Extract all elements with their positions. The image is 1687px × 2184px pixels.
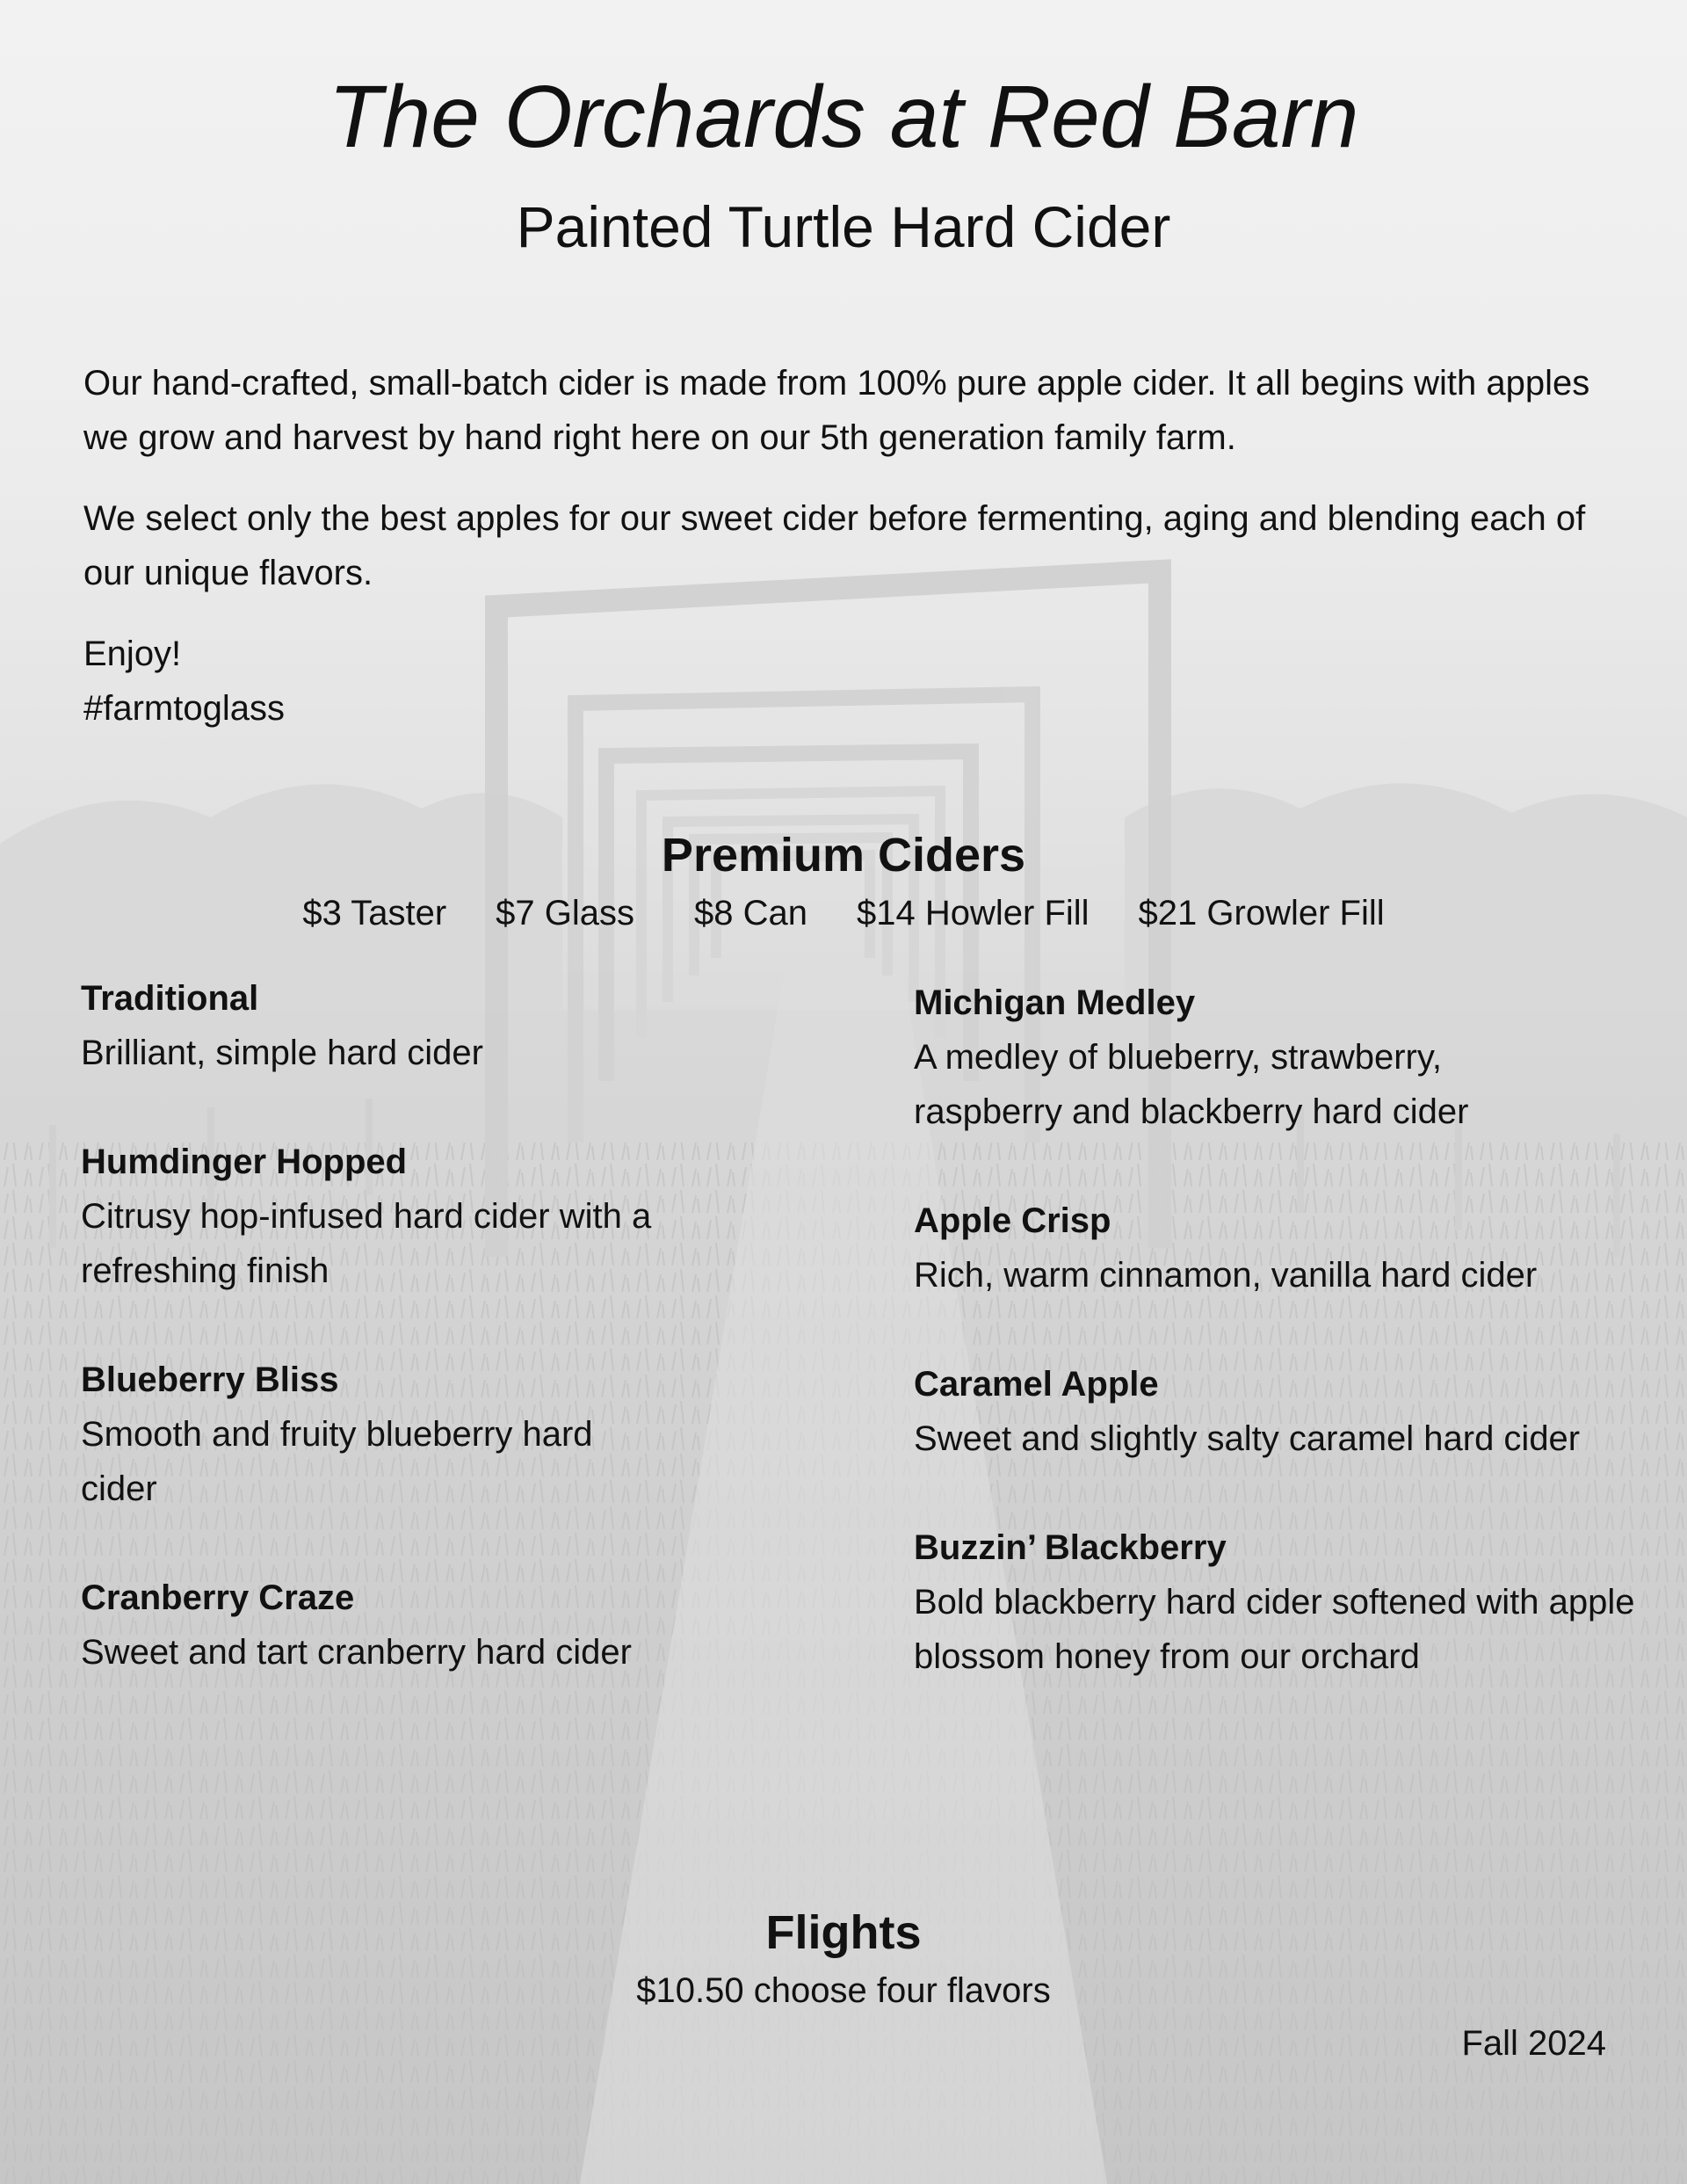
cider-item [81, 971, 749, 1080]
cider-description: Sweet and tart cranberry hard cider [81, 1633, 632, 1672]
price-can: $8 Can [694, 894, 808, 932]
price-list [0, 894, 1687, 933]
cider-item [914, 976, 1643, 1139]
cider-description: Brilliant, simple hard cider [81, 1034, 483, 1072]
intro-paragraph-1: Our hand-crafted, small-batch cider is made from 100% pure apple cider. It all begins with apples we grow and harvest by hand right here on our 5th generation family farm. [83, 364, 1590, 457]
flights-price: $10.50 choose four flavors [636, 1971, 1051, 2010]
cider-name: Caramel Apple [914, 1365, 1159, 1404]
cider-description: Sweet and slightly salty caramel hard cider [914, 1419, 1581, 1458]
cider-description: Smooth and fruity blueberry hard cider [81, 1415, 593, 1508]
cider-description: Rich, warm cinnamon, vanilla hard cider [914, 1256, 1538, 1295]
cider-name: Humdinger Hopped [81, 1143, 408, 1181]
cider-name: Blueberry Bliss [81, 1360, 339, 1399]
cider-item [81, 1353, 749, 1516]
cider-item [914, 1357, 1643, 1466]
page-subtitle: Painted Turtle Hard Cider [516, 194, 1171, 259]
cider-name: Cranberry Craze [81, 1578, 355, 1617]
cider-item [81, 1571, 749, 1680]
premium-ciders-heading: Premium Ciders [661, 829, 1026, 882]
cider-item [81, 1135, 749, 1298]
price-howler: $14 Howler Fill [857, 894, 1090, 932]
cider-name: Apple Crisp [914, 1201, 1111, 1240]
cider-description: Citrusy hop-infused hard cider with a refreshing finish [81, 1197, 652, 1290]
price-taster: $3 Taster [302, 894, 447, 932]
intro-hashtag: #farmtoglass [83, 689, 285, 728]
price-glass: $7 Glass [496, 894, 635, 932]
cider-item [914, 1194, 1643, 1302]
cider-name: Buzzin’ Blackberry [914, 1528, 1227, 1567]
cider-name: Michigan Medley [914, 983, 1196, 1022]
cider-list-left [81, 971, 749, 1680]
cider-description: Bold blackberry hard cider softened with apple blossom honey from our orchard [914, 1583, 1635, 1676]
intro-enjoy: Enjoy! [83, 635, 182, 673]
intro-paragraph-2: We select only the best apples for our sweet cider before fermenting, aging and blending each of our unique flavors. [83, 499, 1586, 592]
cider-list-right [914, 976, 1643, 1684]
flights-heading: Flights [765, 1906, 922, 1959]
season-label: Fall 2024 [1461, 2024, 1606, 2063]
page-title: The Orchards at Red Barn [328, 68, 1359, 166]
intro-section [83, 356, 1630, 736]
cider-item [914, 1520, 1643, 1684]
price-growler: $21 Growler Fill [1138, 894, 1385, 932]
cider-name: Traditional [81, 979, 259, 1018]
cider-description: A medley of blueberry, strawberry, raspberry and blackberry hard cider [914, 1038, 1469, 1131]
